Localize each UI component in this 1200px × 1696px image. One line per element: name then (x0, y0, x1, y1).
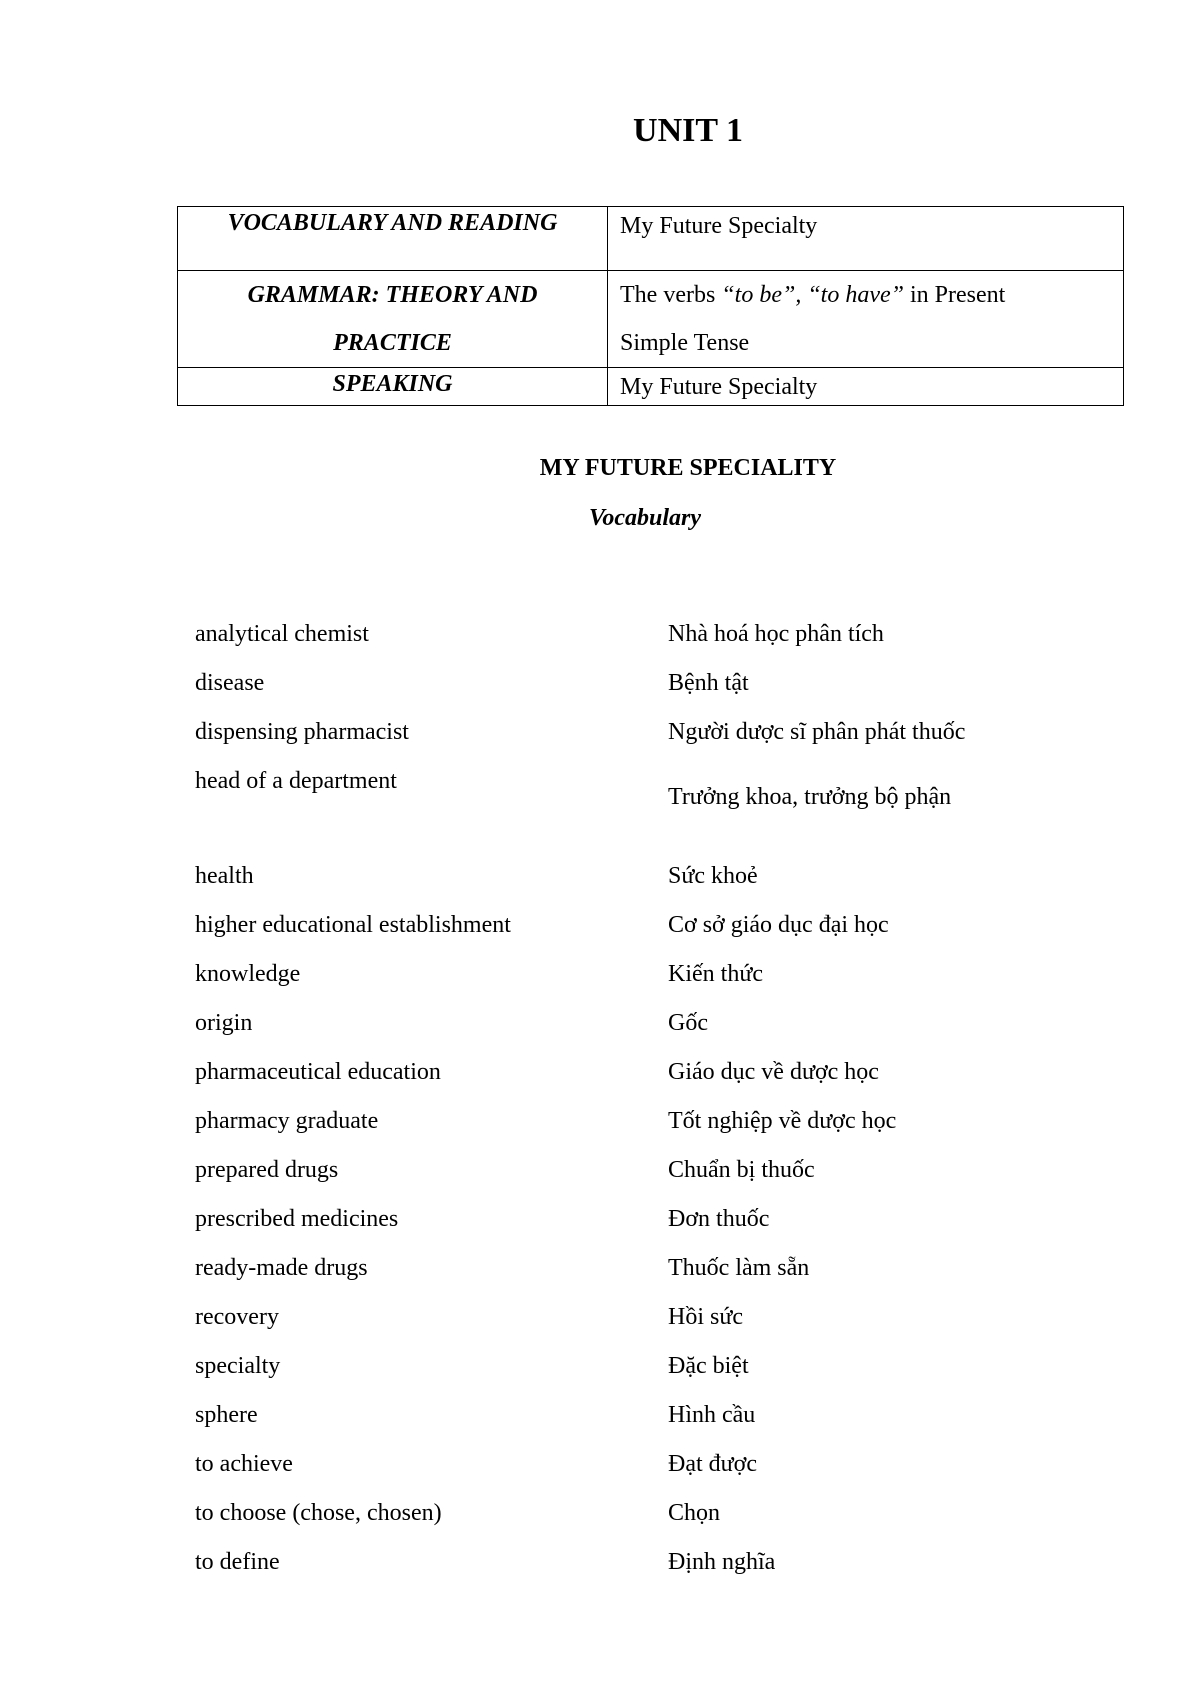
english-term: health (195, 863, 254, 889)
desc-italic: “to have” (807, 282, 904, 308)
english-term: specialty (195, 1353, 281, 1379)
english-term: higher educational establishment (195, 912, 511, 938)
table-row (178, 368, 1124, 406)
list-item (195, 667, 1095, 716)
vietnamese-translation: Hình cầu (668, 1402, 756, 1428)
list-item (195, 1546, 1095, 1595)
vietnamese-translation: Gốc (668, 1010, 708, 1036)
vocabulary-heading: Vocabulary (588, 505, 701, 531)
table-row (178, 271, 1124, 368)
topic-cell: SPEAKING (178, 368, 608, 406)
english-term: prescribed medicines (195, 1206, 399, 1232)
topic-cell (178, 271, 608, 368)
vietnamese-translation: Đơn thuốc (668, 1206, 770, 1232)
english-term: to choose (chose, chosen) (195, 1500, 442, 1526)
unit-overview-table (177, 206, 1124, 406)
list-item (195, 716, 1095, 765)
vietnamese-translation: Kiến thức (668, 961, 763, 987)
desc-italic: “to be” (721, 282, 796, 308)
english-term: origin (195, 1010, 253, 1036)
list-item (195, 909, 1095, 958)
description-line (620, 271, 1111, 319)
list-item (195, 1105, 1095, 1154)
list-item (195, 1154, 1095, 1203)
topic-cell: VOCABULARY AND READING (178, 207, 608, 271)
vietnamese-translation: Hồi sức (668, 1304, 743, 1330)
english-term: sphere (195, 1402, 258, 1428)
topic-line: GRAMMAR: THEORY AND (247, 282, 538, 308)
vietnamese-translation: Chọn (668, 1500, 721, 1526)
english-term: pharmacy graduate (195, 1108, 379, 1134)
english-term: to achieve (195, 1451, 293, 1477)
english-term: disease (195, 670, 265, 696)
english-term: recovery (195, 1304, 279, 1330)
vietnamese-translation: Đặc biệt (668, 1353, 749, 1379)
vietnamese-translation: Nhà hoá học phân tích (668, 621, 884, 647)
vietnamese-translation: Người dược sĩ phân phát thuốc (668, 719, 966, 745)
english-term: to define (195, 1549, 280, 1575)
list-item (195, 958, 1095, 1007)
english-term: pharmaceutical education (195, 1059, 441, 1085)
list-item (195, 1399, 1095, 1448)
description-cell (608, 271, 1124, 368)
list-item (195, 618, 1095, 667)
list-item (195, 1007, 1095, 1056)
unit-title: UNIT 1 (633, 112, 743, 149)
desc-text: The verbs (620, 282, 722, 308)
list-item (195, 1448, 1095, 1497)
vietnamese-translation: Chuẩn bị thuốc (668, 1157, 815, 1183)
section-title: MY FUTURE SPECIALITY (539, 455, 837, 481)
description-cell: My Future Specialty (608, 368, 1124, 406)
vietnamese-translation: Sức khoẻ (668, 863, 758, 889)
vietnamese-translation: Trưởng khoa, trưởng bộ phận (668, 784, 952, 810)
list-item (195, 1203, 1095, 1252)
list-item (195, 1301, 1095, 1350)
list-item (195, 1252, 1095, 1301)
english-term: analytical chemist (195, 621, 369, 647)
vietnamese-translation: Bệnh tật (668, 670, 749, 696)
vietnamese-translation: Giáo dục về dược học (668, 1059, 879, 1085)
english-term: ready-made drugs (195, 1255, 368, 1281)
english-term: head of a department (195, 768, 397, 794)
list-item (195, 1497, 1095, 1546)
vietnamese-translation: Định nghĩa (668, 1549, 776, 1575)
list-item (195, 1350, 1095, 1399)
vocabulary-list (195, 618, 1095, 1595)
description-line: Simple Tense (620, 330, 750, 356)
desc-text: in Present (903, 282, 1006, 308)
list-item (195, 860, 1095, 909)
list-item (195, 1056, 1095, 1105)
english-term: prepared drugs (195, 1157, 339, 1183)
vietnamese-translation: Tốt nghiệp về dược học (668, 1108, 897, 1134)
list-item (195, 765, 1095, 860)
vietnamese-translation: Cơ sở giáo dục đại học (668, 912, 889, 938)
vietnamese-translation: Đạt được (668, 1451, 758, 1477)
vietnamese-translation: Thuốc làm sẵn (668, 1255, 810, 1281)
english-term: dispensing pharmacist (195, 719, 409, 745)
topic-line: PRACTICE (333, 330, 452, 356)
desc-italic-separator: , (795, 282, 808, 308)
english-term: knowledge (195, 961, 301, 987)
description-cell: My Future Specialty (608, 207, 1124, 271)
table-row (178, 207, 1124, 271)
